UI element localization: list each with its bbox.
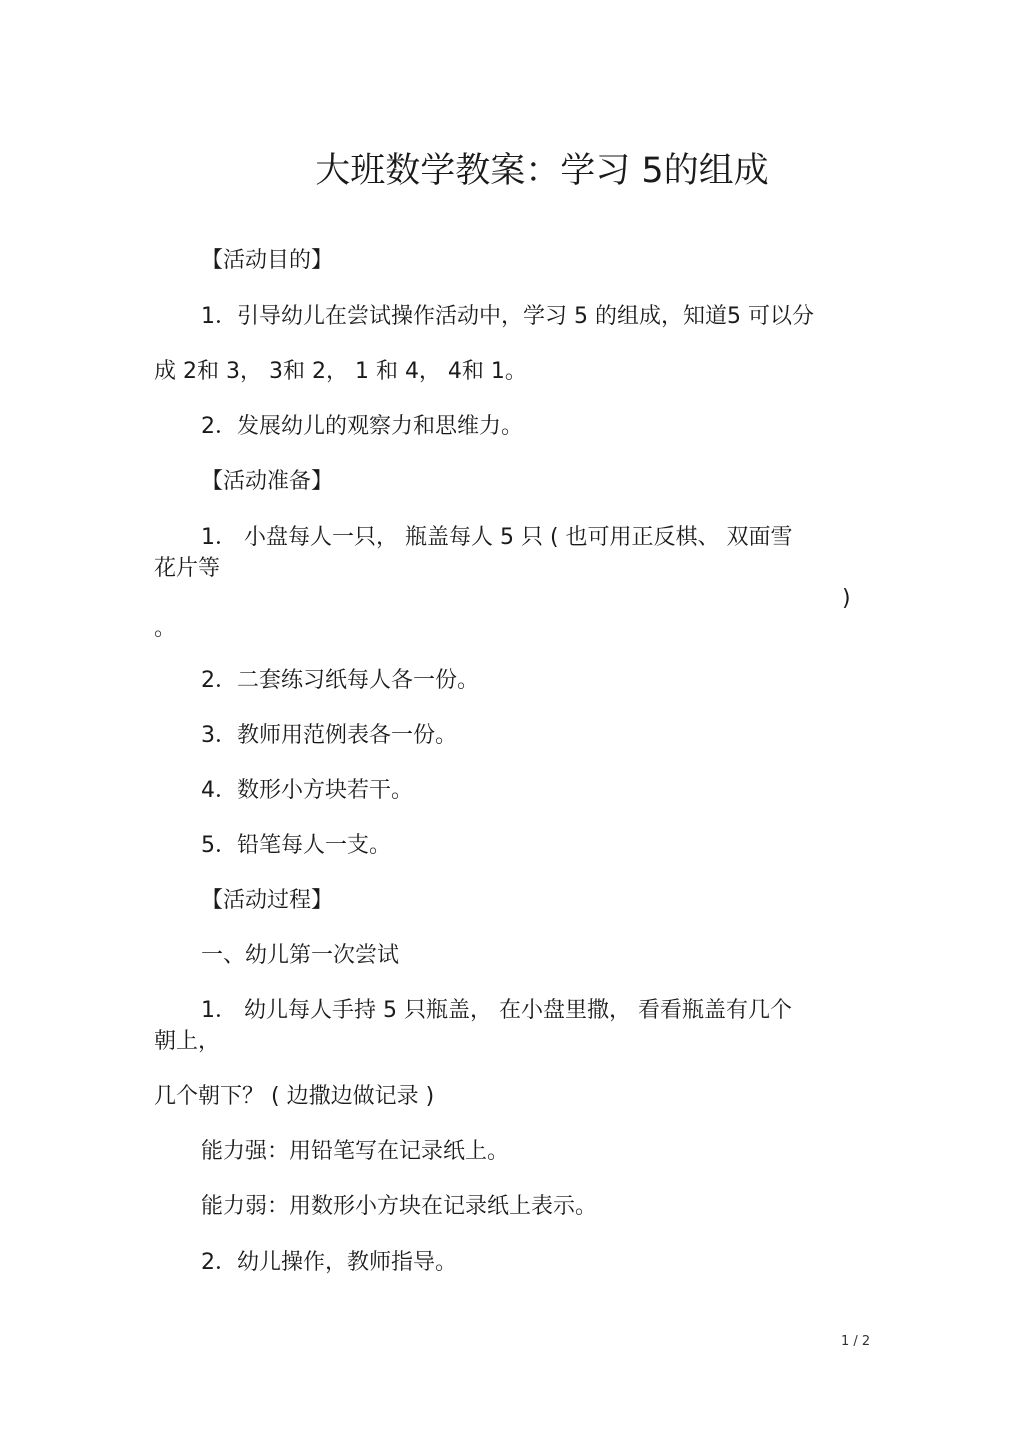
process-2: 2．幼儿操作，教师指导。 xyxy=(201,1250,457,1275)
process-heading: 【活动过程】 xyxy=(201,888,334,913)
process-1-line1: 1． 幼儿每人手持 5 只瓶盖， 在小盘里撒， 看看瓶盖有几个 xyxy=(201,998,792,1023)
process-1-line2: 朝上， xyxy=(154,1029,221,1054)
goal-2: 2．发展幼儿的观察力和思维力。 xyxy=(201,414,523,439)
prep-1-paren: ) xyxy=(842,586,851,611)
document-title: 大班数学教案：学习 5的组成 xyxy=(315,151,769,191)
prep-4: 4．数形小方块若干。 xyxy=(201,778,413,803)
goal-heading: 【活动目的】 xyxy=(201,248,334,273)
goal-1-line1: 1．引导幼儿在尝试操作活动中，学习 5 的组成，知道5 可以分 xyxy=(201,304,814,329)
process-1-line3: 几个朝下？ ( 边撒边做记录 ) xyxy=(154,1084,435,1109)
goal-1-line2: 成 2和 3， 3和 2， 1 和 4， 4和 1。 xyxy=(154,359,527,384)
process-part1: 一、幼儿第一次尝试 xyxy=(201,943,400,968)
prep-1-line1: 1． 小盘每人一只， 瓶盖每人 5 只 ( 也可用正反棋、 双面雪 xyxy=(201,525,793,550)
prep-heading: 【活动准备】 xyxy=(201,469,334,494)
page-number: 1 / 2 xyxy=(841,1334,871,1349)
prep-5: 5．铅笔每人一支。 xyxy=(201,833,391,858)
prep-2: 2．二套练习纸每人各一份。 xyxy=(201,668,479,693)
prep-1-end: 。 xyxy=(154,616,177,641)
ability-strong: 能力强：用铅笔写在记录纸上。 xyxy=(201,1139,510,1164)
ability-weak: 能力弱：用数形小方块在记录纸上表示。 xyxy=(201,1194,598,1219)
prep-3: 3．教师用范例表各一份。 xyxy=(201,723,457,748)
prep-1-line2: 花片等 xyxy=(154,556,221,581)
